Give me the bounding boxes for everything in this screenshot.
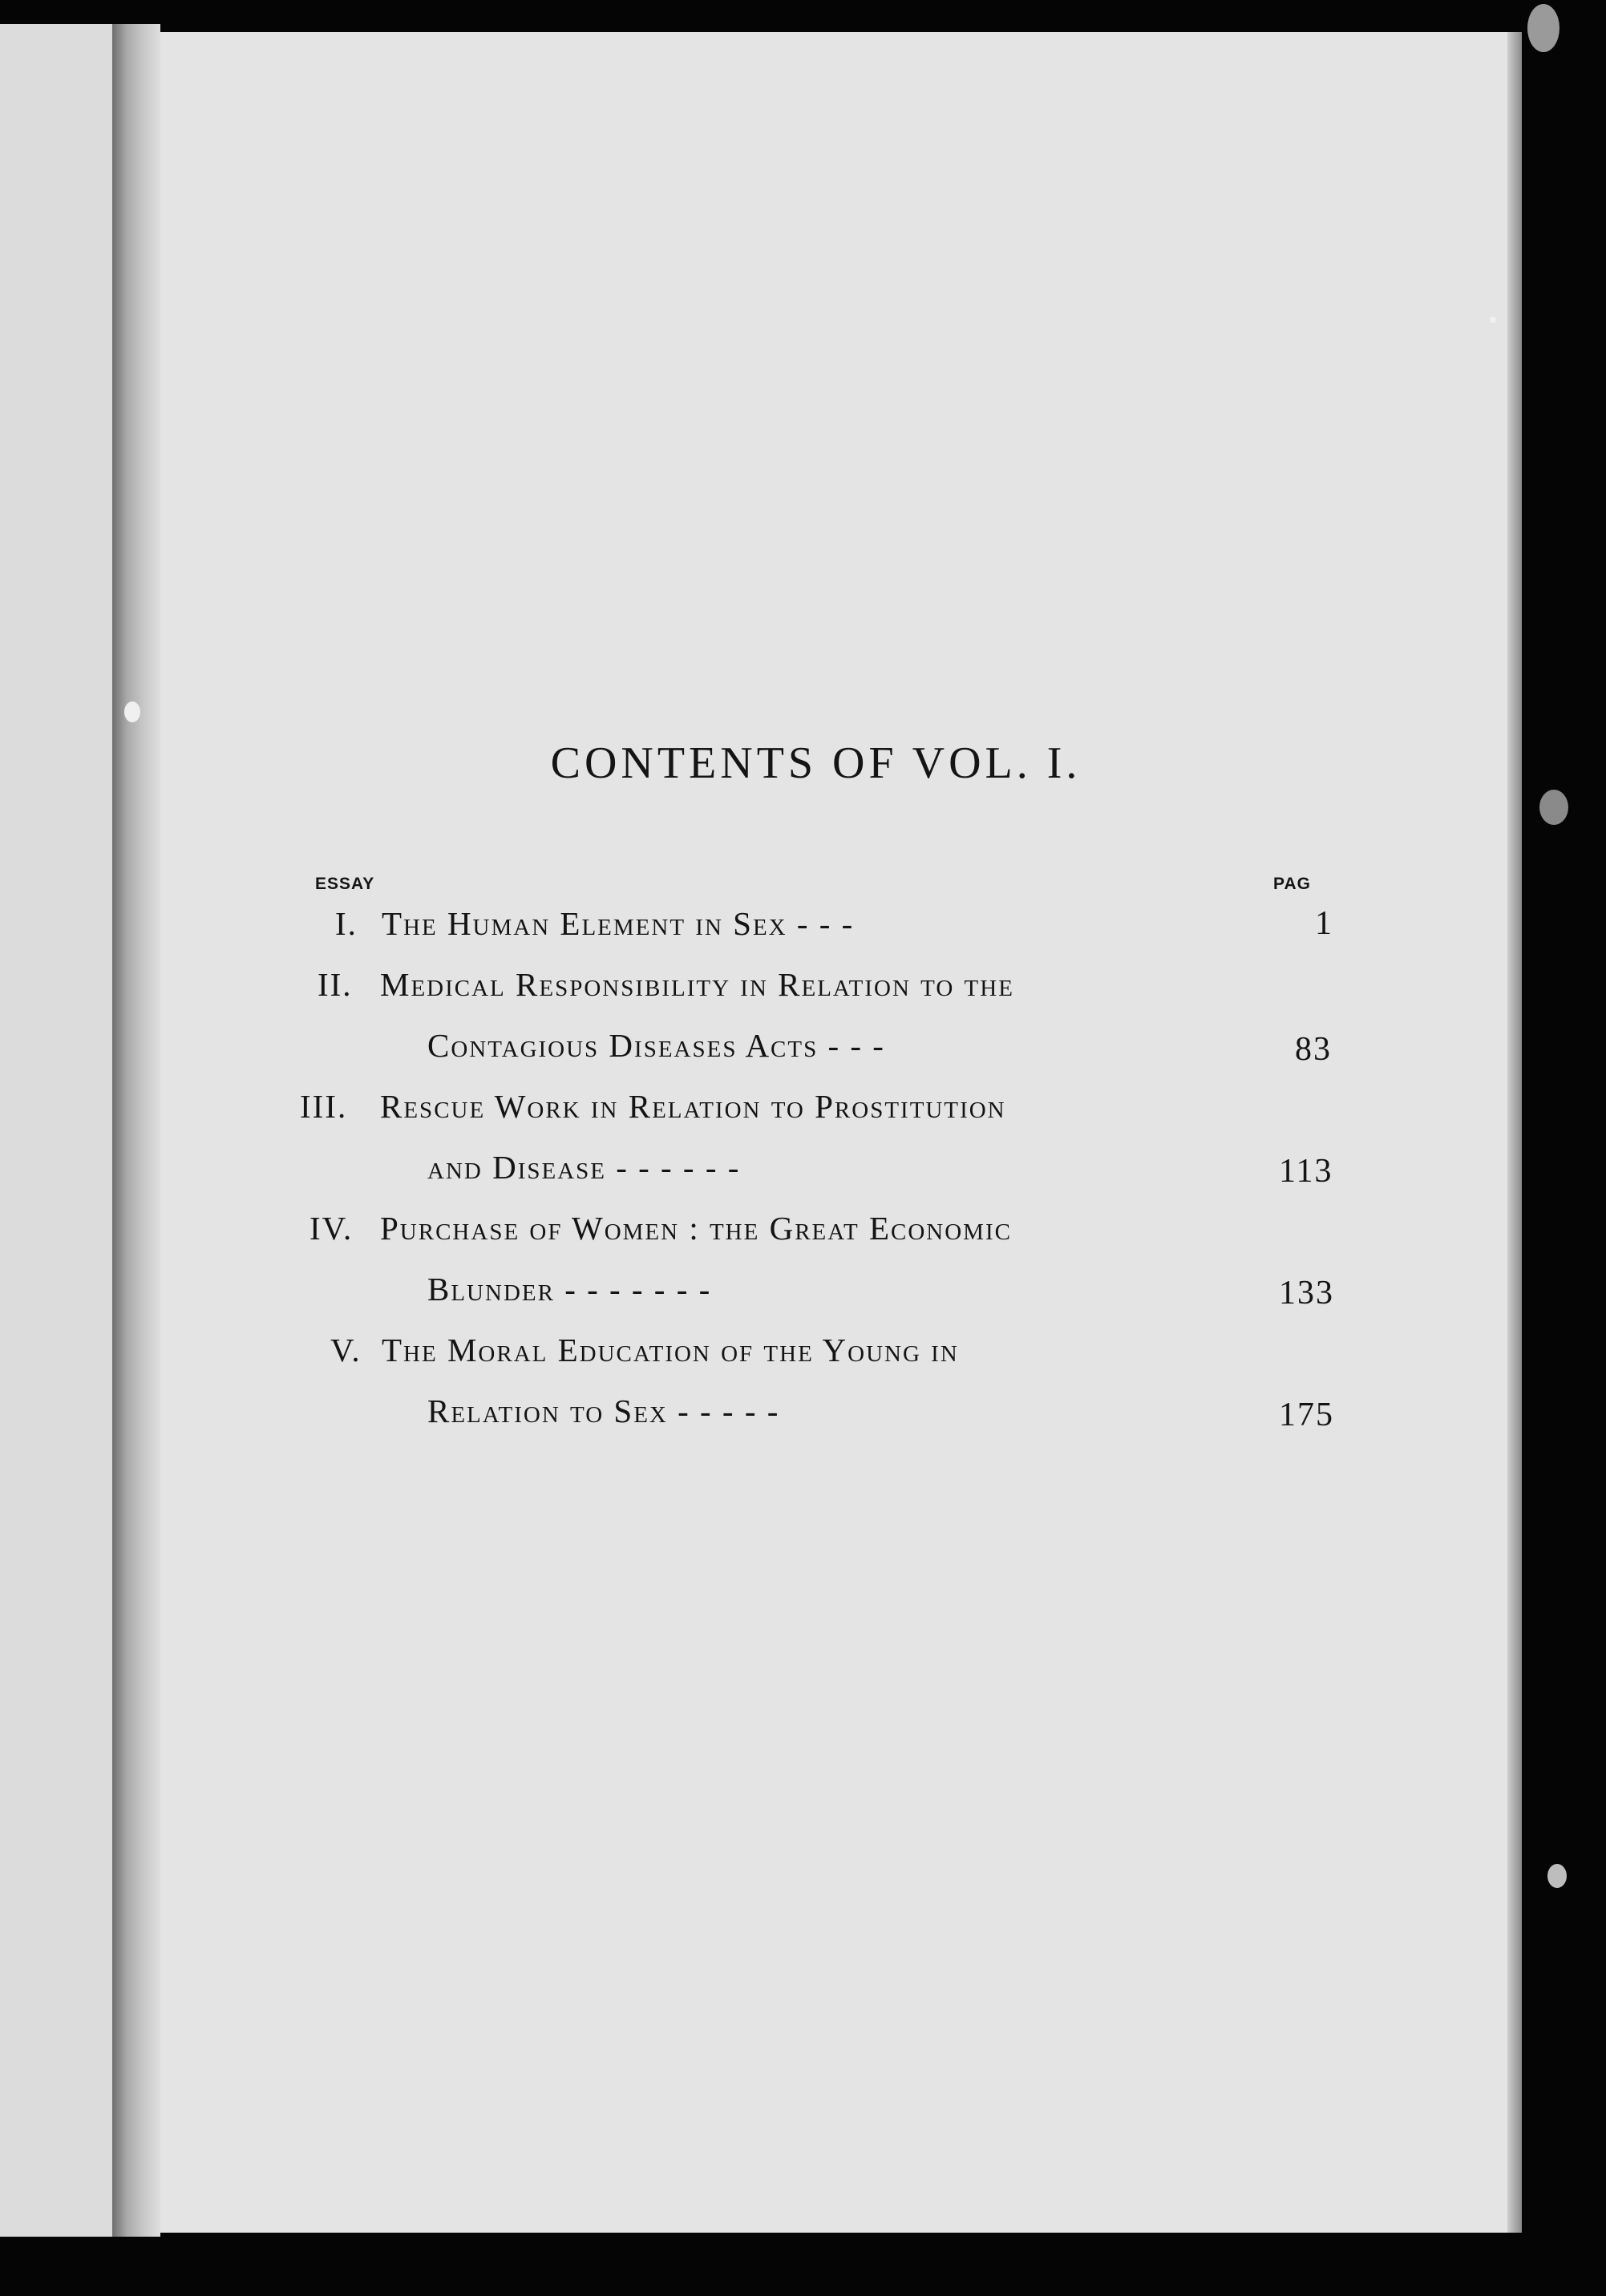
toc-line-continued: [0, 1026, 1363, 1071]
essay-numeral: I.: [335, 905, 358, 942]
toc-line: [0, 1087, 1363, 1132]
essay-title-continued: Blunder - - - - - - -: [427, 1271, 712, 1308]
toc-line: [0, 1209, 1363, 1254]
page-edge-shadow: [1507, 32, 1522, 2233]
page-number: 113: [1279, 1153, 1333, 1190]
essay-numeral: III.: [300, 1088, 348, 1125]
essay-title-continued: Contagious Diseases Acts - - -: [427, 1027, 885, 1064]
essay-title-continued: and Disease - - - - - -: [427, 1149, 741, 1186]
page-number: 175: [1279, 1397, 1334, 1433]
essay-title: Purchase of Women : the Great Economic: [380, 1210, 1012, 1247]
scan-speck: [124, 701, 140, 722]
scan-speck: [1490, 317, 1496, 323]
essay-title: Medical Responsibility in Relation to the: [380, 966, 1014, 1003]
toc-line: [0, 1331, 1363, 1376]
toc-line-continued: [0, 1392, 1363, 1437]
toc-line-continued: [0, 1270, 1363, 1315]
scan-speck: [1539, 790, 1568, 825]
toc-line-continued: [0, 1148, 1363, 1193]
page-number: 1: [1315, 905, 1333, 942]
essay-title-continued: Relation to Sex - - - - -: [427, 1393, 780, 1429]
essay-numeral: V.: [330, 1332, 362, 1368]
page-column-header: PAG: [1273, 875, 1311, 893]
essay-numeral: II.: [318, 966, 353, 1003]
essay-column-header: ESSAY: [315, 875, 375, 893]
scan-speck: [1527, 4, 1559, 52]
page-number: 133: [1279, 1275, 1334, 1312]
essay-title: The Moral Education of the Young in: [382, 1332, 959, 1368]
toc-line: [0, 965, 1363, 1010]
scan-speck: [1547, 1864, 1567, 1888]
essay-numeral: IV.: [309, 1210, 354, 1247]
essay-title: The Human Element in Sex - - -: [382, 905, 855, 942]
toc-line: [0, 904, 1363, 949]
book-page: [160, 32, 1519, 2233]
page-title: CONTENTS OF VOL. I.: [550, 738, 1082, 788]
page-number: 83: [1295, 1031, 1332, 1068]
essay-title: Rescue Work in Relation to Prostitution: [380, 1088, 1006, 1125]
